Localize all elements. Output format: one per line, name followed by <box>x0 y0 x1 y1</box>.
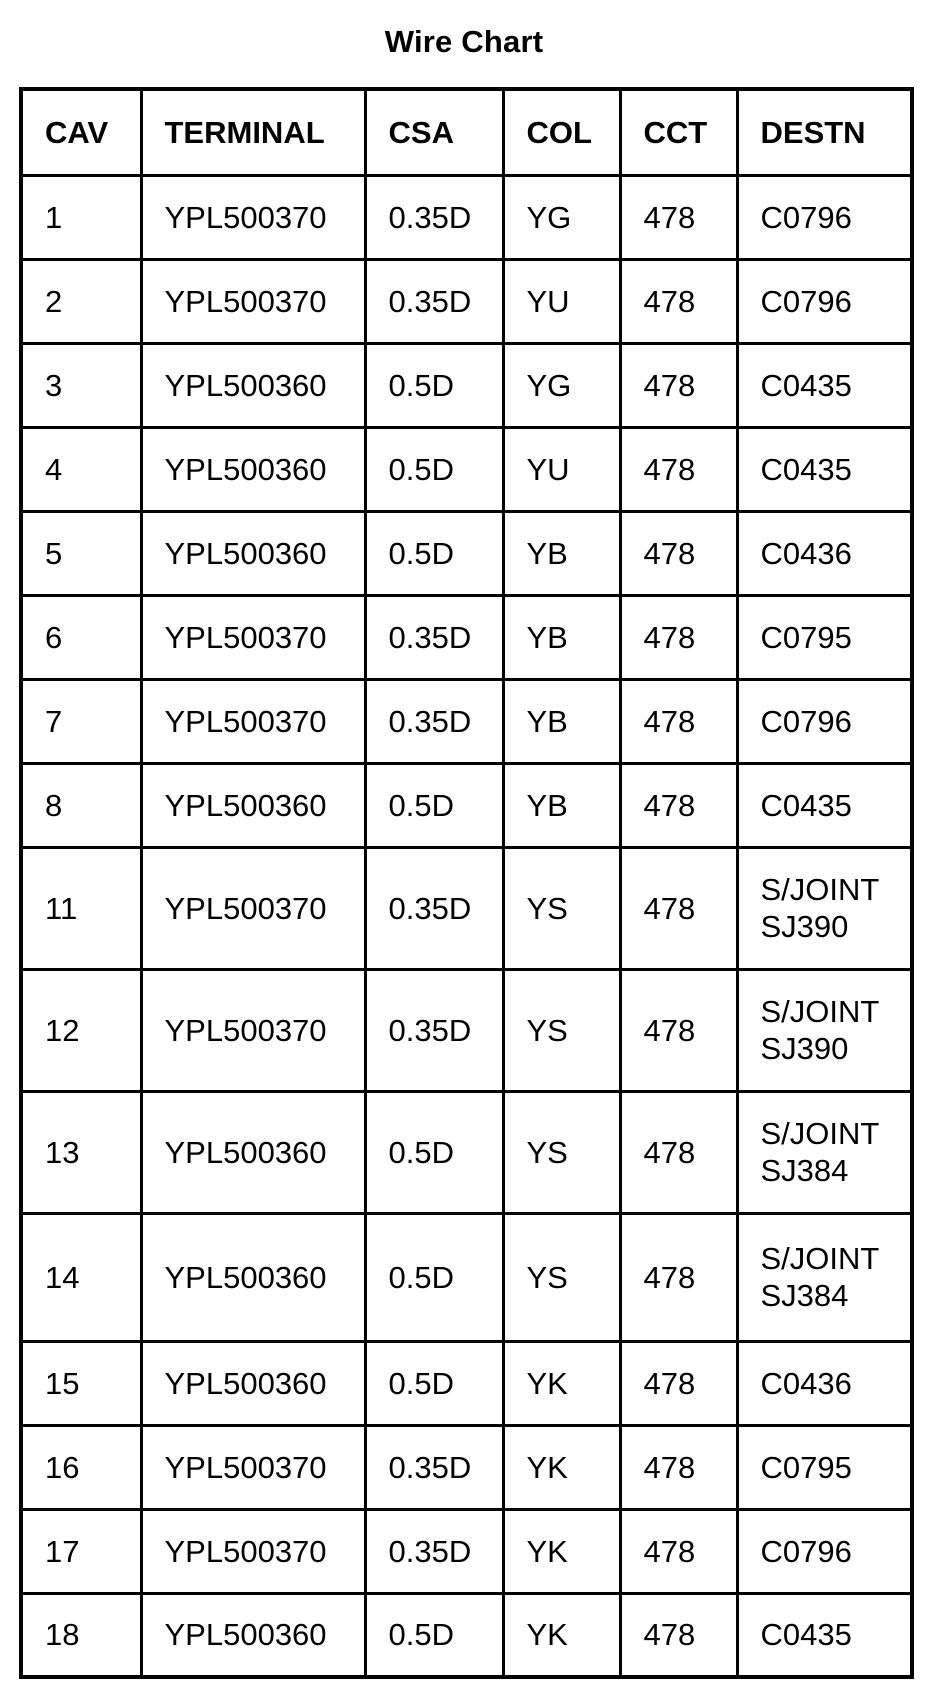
cell-destn <box>737 1213 912 1341</box>
cell-cav: 1 <box>21 175 141 259</box>
cell-cct: 478 <box>620 259 737 343</box>
destn-line: C0436 <box>760 535 852 571</box>
cell-destn <box>737 1341 912 1425</box>
column-header-cav: CAV <box>21 89 141 175</box>
table-row <box>21 1509 912 1593</box>
destn-line: SJ390 <box>760 909 849 944</box>
table-row <box>21 1593 912 1677</box>
cell-col: YB <box>503 763 620 847</box>
cell-destn <box>737 259 912 343</box>
destn-line: C0796 <box>760 283 852 319</box>
cell-cct: 478 <box>620 1091 737 1213</box>
destn-line: S/JOINT <box>760 994 880 1029</box>
cell-terminal: YPL500360 <box>141 1091 365 1213</box>
table-row <box>21 343 912 427</box>
cell-terminal: YPL500370 <box>141 847 365 969</box>
cell-cav: 2 <box>21 259 141 343</box>
cell-destn <box>737 763 912 847</box>
cell-cct: 478 <box>620 1341 737 1425</box>
cell-destn <box>737 343 912 427</box>
destn-line: C0435 <box>760 451 852 487</box>
destn-line: C0436 <box>760 1365 852 1401</box>
cell-destn <box>737 595 912 679</box>
table-row <box>21 847 912 969</box>
cell-col: YK <box>503 1341 620 1425</box>
cell-col: YU <box>503 259 620 343</box>
table-row <box>21 1341 912 1425</box>
cell-csa: 0.35D <box>365 969 503 1091</box>
cell-cav: 5 <box>21 511 141 595</box>
cell-terminal: YPL500370 <box>141 679 365 763</box>
cell-cct: 478 <box>620 1425 737 1509</box>
cell-cav: 13 <box>21 1091 141 1213</box>
cell-terminal: YPL500370 <box>141 175 365 259</box>
cell-col: YB <box>503 511 620 595</box>
cell-terminal: YPL500360 <box>141 1213 365 1341</box>
cell-col: YK <box>503 1593 620 1677</box>
cell-destn <box>737 1091 912 1213</box>
cell-cct: 478 <box>620 1593 737 1677</box>
cell-csa: 0.5D <box>365 343 503 427</box>
table-row <box>21 1425 912 1509</box>
cell-cct: 478 <box>620 175 737 259</box>
cell-destn <box>737 511 912 595</box>
destn-line: C0796 <box>760 703 852 739</box>
cell-destn <box>737 969 912 1091</box>
cell-csa: 0.35D <box>365 595 503 679</box>
cell-terminal: YPL500370 <box>141 1425 365 1509</box>
cell-terminal: YPL500370 <box>141 259 365 343</box>
cell-cav: 12 <box>21 969 141 1091</box>
cell-col: YS <box>503 847 620 969</box>
cell-cav: 3 <box>21 343 141 427</box>
cell-destn <box>737 679 912 763</box>
destn-line: S/JOINT <box>760 1116 880 1151</box>
destn-line: S/JOINT <box>760 1241 880 1276</box>
destn-line: C0795 <box>760 619 852 655</box>
cell-cav: 7 <box>21 679 141 763</box>
cell-cct: 478 <box>620 343 737 427</box>
wire-chart-table <box>19 87 914 1679</box>
cell-csa: 0.5D <box>365 511 503 595</box>
cell-terminal: YPL500360 <box>141 427 365 511</box>
cell-col: YS <box>503 969 620 1091</box>
table-row <box>21 763 912 847</box>
table-row <box>21 1213 912 1341</box>
cell-csa: 0.35D <box>365 1425 503 1509</box>
cell-col: YS <box>503 1213 620 1341</box>
cell-csa: 0.35D <box>365 175 503 259</box>
table-body <box>21 175 912 1677</box>
cell-cav: 14 <box>21 1213 141 1341</box>
cell-destn <box>737 1593 912 1677</box>
cell-cct: 478 <box>620 847 737 969</box>
cell-csa: 0.5D <box>365 763 503 847</box>
destn-line: C0796 <box>760 199 852 235</box>
destn-line: C0796 <box>760 1533 852 1569</box>
column-header-destn: DESTN <box>737 89 912 175</box>
cell-cav: 18 <box>21 1593 141 1677</box>
table-row <box>21 427 912 511</box>
cell-terminal: YPL500360 <box>141 1341 365 1425</box>
table-row <box>21 259 912 343</box>
table-row <box>21 511 912 595</box>
cell-col: YU <box>503 427 620 511</box>
cell-terminal: YPL500360 <box>141 763 365 847</box>
cell-csa: 0.5D <box>365 1593 503 1677</box>
cell-destn <box>737 847 912 969</box>
destn-line: C0795 <box>760 1449 852 1485</box>
cell-csa: 0.35D <box>365 847 503 969</box>
cell-destn <box>737 1425 912 1509</box>
cell-cav: 4 <box>21 427 141 511</box>
cell-destn <box>737 175 912 259</box>
cell-destn <box>737 1509 912 1593</box>
cell-cct: 478 <box>620 427 737 511</box>
cell-terminal: YPL500370 <box>141 969 365 1091</box>
destn-line: SJ384 <box>760 1153 849 1188</box>
cell-csa: 0.5D <box>365 1341 503 1425</box>
destn-line: SJ384 <box>760 1278 849 1313</box>
cell-cct: 478 <box>620 969 737 1091</box>
destn-line: C0435 <box>760 367 852 403</box>
cell-cct: 478 <box>620 511 737 595</box>
cell-cav: 16 <box>21 1425 141 1509</box>
table-row <box>21 595 912 679</box>
page-title: Wire Chart <box>384 24 544 59</box>
cell-terminal: YPL500360 <box>141 511 365 595</box>
cell-cav: 8 <box>21 763 141 847</box>
cell-col: YS <box>503 1091 620 1213</box>
table-row <box>21 679 912 763</box>
cell-cct: 478 <box>620 763 737 847</box>
cell-col: YK <box>503 1425 620 1509</box>
cell-cct: 478 <box>620 595 737 679</box>
cell-col: YB <box>503 679 620 763</box>
cell-csa: 0.35D <box>365 1509 503 1593</box>
cell-cct: 478 <box>620 1213 737 1341</box>
cell-csa: 0.35D <box>365 679 503 763</box>
table-row <box>21 175 912 259</box>
cell-cav: 17 <box>21 1509 141 1593</box>
cell-col: YB <box>503 595 620 679</box>
cell-cct: 478 <box>620 679 737 763</box>
destn-line: C0435 <box>760 1617 852 1653</box>
table-row <box>21 969 912 1091</box>
destn-line: S/JOINT <box>760 872 880 907</box>
column-header-col: COL <box>503 89 620 175</box>
cell-destn <box>737 427 912 511</box>
cell-cct: 478 <box>620 1509 737 1593</box>
cell-terminal: YPL500370 <box>141 1509 365 1593</box>
cell-csa: 0.5D <box>365 1091 503 1213</box>
cell-csa: 0.5D <box>365 1213 503 1341</box>
cell-col: YG <box>503 175 620 259</box>
destn-line: C0435 <box>760 787 852 823</box>
cell-csa: 0.5D <box>365 427 503 511</box>
cell-col: YK <box>503 1509 620 1593</box>
cell-cav: 11 <box>21 847 141 969</box>
column-header-cct: CCT <box>620 89 737 175</box>
column-header-csa: CSA <box>365 89 503 175</box>
cell-terminal: YPL500370 <box>141 595 365 679</box>
cell-terminal: YPL500360 <box>141 1593 365 1677</box>
table-row <box>21 1091 912 1213</box>
cell-col: YG <box>503 343 620 427</box>
column-header-terminal: TERMINAL <box>141 89 365 175</box>
cell-terminal: YPL500360 <box>141 343 365 427</box>
cell-cav: 15 <box>21 1341 141 1425</box>
destn-line: SJ390 <box>760 1031 849 1066</box>
table-header-row <box>21 89 912 175</box>
cell-cav: 6 <box>21 595 141 679</box>
cell-csa: 0.35D <box>365 259 503 343</box>
